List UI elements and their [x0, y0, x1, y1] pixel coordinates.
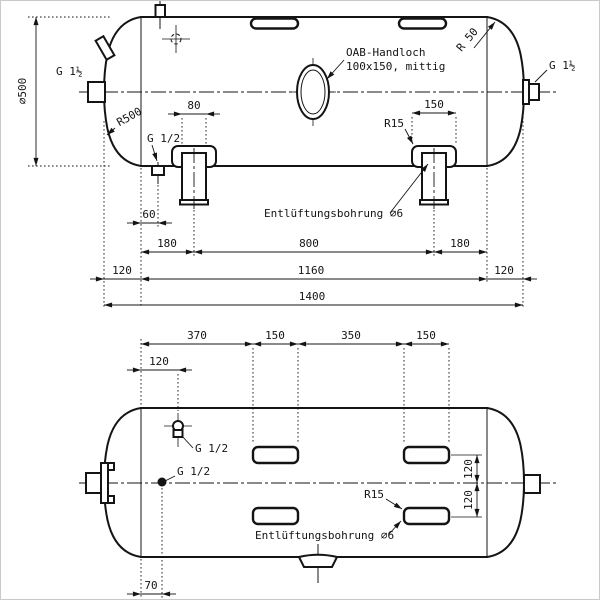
saddle-width-label: 150 — [424, 98, 444, 111]
pad-lower-left — [253, 508, 298, 524]
plan-center-port — [158, 478, 167, 487]
plan-right-nozzle — [524, 475, 540, 493]
port-right-callout — [535, 59, 576, 82]
port-center-label: G 1/2 — [177, 465, 211, 478]
knuckle-radius-callout — [454, 22, 495, 54]
dim-180-right: 180 — [450, 237, 470, 250]
top-nozzle — [156, 5, 166, 17]
dim-70: 70 — [144, 579, 158, 592]
diameter-label: ∅500 — [16, 77, 29, 105]
dim-350: 350 — [341, 329, 361, 342]
foot-width-label: 80 — [187, 99, 201, 112]
vent-hole-callout-side — [264, 164, 428, 220]
dim-1400: 1400 — [298, 290, 326, 303]
plan-handhole-pad — [299, 555, 337, 567]
drain-nozzle — [152, 166, 164, 175]
dim-row-370-150-350-150 — [141, 329, 449, 344]
port-left-label: G 1½ — [56, 65, 83, 78]
dim-row-120-offset — [127, 355, 192, 370]
dim-370: 370 — [187, 329, 207, 342]
dim-120-right: 120 — [494, 264, 514, 277]
dim-row-60 — [127, 208, 172, 223]
right-axis-nozzle — [529, 84, 539, 100]
handhole-label-2: 100x150, mittig — [346, 60, 446, 73]
dim-180-left: 180 — [157, 237, 177, 250]
pad-radius-label: R15 — [364, 488, 384, 501]
pad-upper-left — [253, 447, 298, 463]
saddle-radius-callout-side — [384, 117, 413, 144]
dim-120-lower: 120 — [462, 490, 475, 510]
plan-extension-lines — [141, 339, 449, 444]
dim-800: 800 — [299, 237, 319, 250]
saddle-leg-left — [172, 146, 216, 209]
head-radius-label: R500 — [114, 104, 145, 130]
top-pad-left — [251, 19, 298, 29]
dim-150-right: 150 — [416, 329, 436, 342]
handhole-label-1: OAB-Handloch — [346, 46, 426, 59]
vent-hole-label-side: Entlüftungsbohrung ∅6 — [264, 207, 404, 220]
dim-pads-offset — [451, 455, 482, 517]
saddle-radius-label: R15 — [384, 117, 404, 130]
dim-120-upper: 120 — [462, 459, 475, 479]
drain-label: G 1/2 — [147, 132, 181, 145]
dim-row-180-800-180 — [141, 237, 487, 252]
drawing-svg — [1, 1, 600, 600]
dim-1160: 1160 — [297, 264, 325, 277]
pad-radius-callout-plan — [364, 488, 402, 509]
port-right-label: G 1½ — [549, 59, 576, 72]
plan-top-fitting-callout — [182, 436, 228, 455]
dim-120-left: 120 — [112, 264, 132, 277]
knuckle-radius-label: R 50 — [453, 25, 481, 55]
dim-row-120-1160-120 — [90, 264, 537, 279]
port-top-label: G 1/2 — [195, 442, 229, 455]
dim-saddle-width — [412, 98, 456, 144]
plan-view — [79, 329, 557, 599]
handhole-callout — [327, 46, 445, 79]
left-axis-nozzle — [88, 82, 105, 102]
saddle-leg-right — [412, 146, 456, 209]
handhole — [290, 58, 336, 126]
vent-hole-label-plan: Entlüftungsbohrung ∅6 — [255, 529, 395, 542]
dim-60: 60 — [142, 208, 156, 221]
dim-120-offset: 120 — [149, 355, 169, 368]
plan-center-port-callout — [165, 465, 210, 481]
pad-upper-right — [404, 447, 449, 463]
dim-150-left: 150 — [265, 329, 285, 342]
head-radius-callout — [107, 105, 144, 135]
side-view — [16, 1, 576, 307]
dim-row-1400 — [104, 290, 523, 305]
dim-row-70 — [127, 488, 176, 599]
top-pad-right — [399, 19, 446, 29]
pad-lower-right — [404, 508, 449, 524]
hidden-top-fitting — [162, 25, 190, 53]
